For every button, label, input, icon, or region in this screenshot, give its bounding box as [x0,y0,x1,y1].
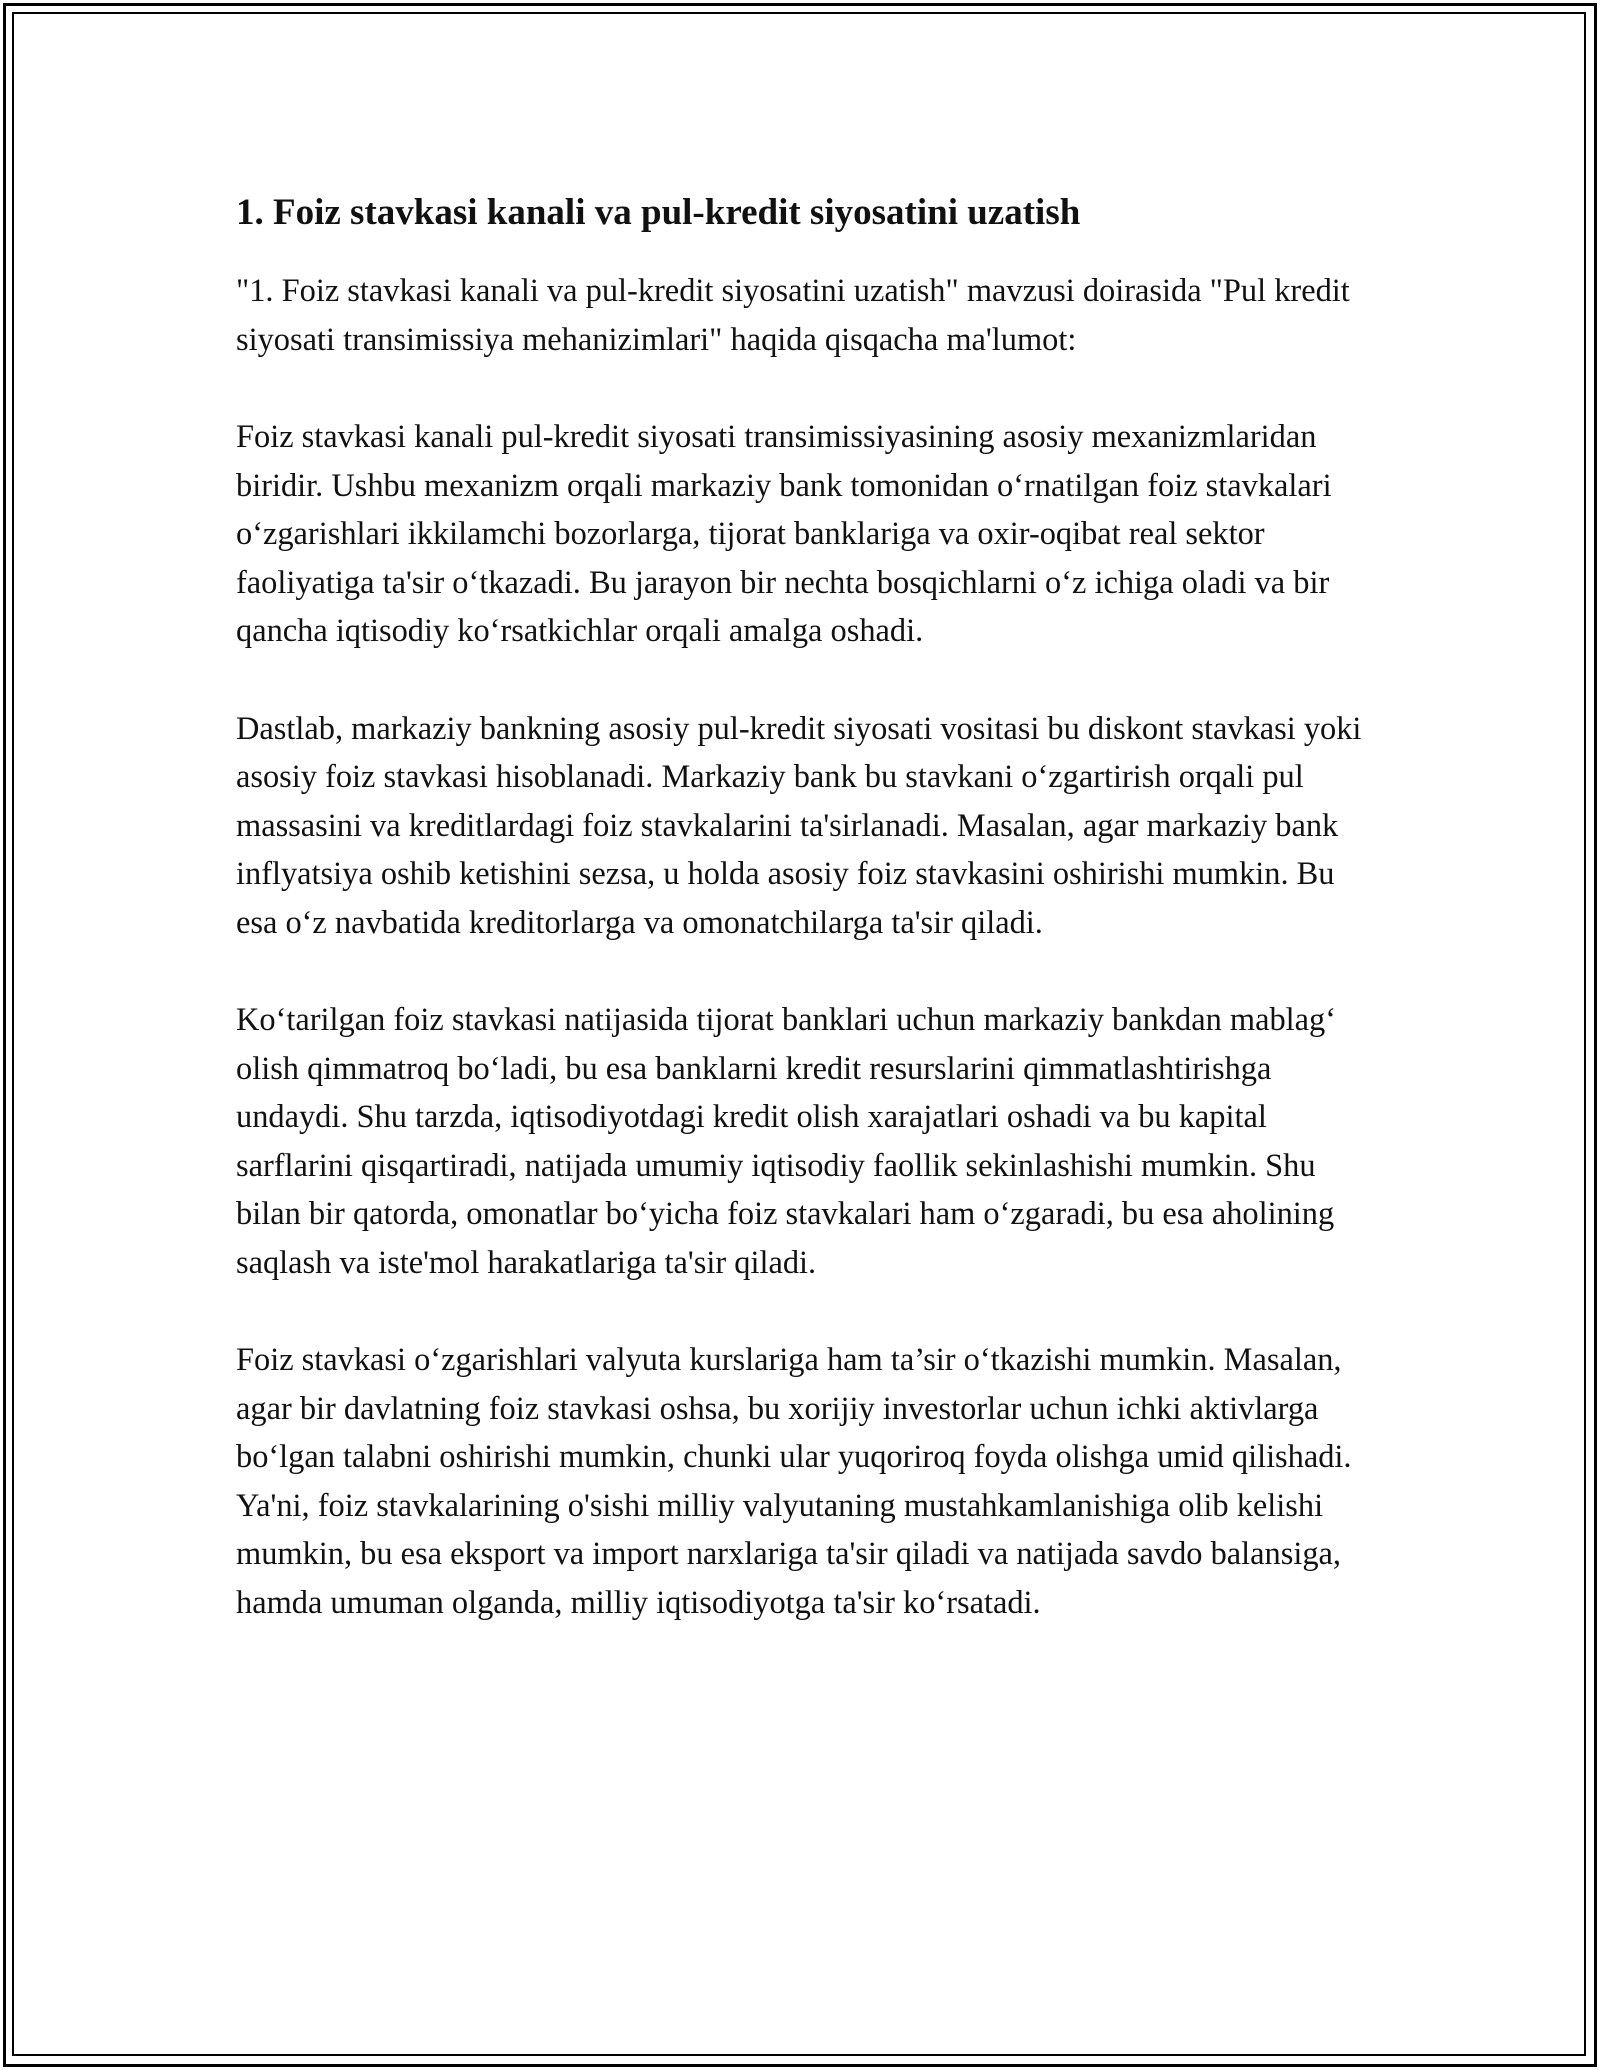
paragraph-exchange-rates: Foiz stavkasi o‘zgarishlari valyuta kurslariga ham ta’sir o‘tkazishi mumkin. Masalan, agar bir davlatning foiz stavkasi oshsa, bu xorijiy investorlar uchun ichki aktivlarga bo‘lgan talabni oshirishi mumkin, chunki ular yuqoriroq foyda olishga umid qilishadi. Ya'ni, foiz stavkalarining o'sishi milliy valyutaning mustahkamlanishiga olib kelishi mumkin, bu esa eksport va import narxlariga ta'sir qiladi va natijada savdo balansiga, hamda umuman olganda, milliy iqtisodiyotga ta'sir ko‘rsatadi. [236,1342,1352,1621]
paragraph-intro: "1. Foiz stavkasi kanali va pul-kredit siyosatini uzatish" mavzusi doirasida "Pul kredit siyosati transimissiya mehanizimlari" haqida qisqacha ma'lumot: [236,273,1350,358]
paragraph-central-bank-rate: Dastlab, markaziy bankning asosiy pul-kredit siyosati vositasi bu diskont stavkasi yoki asosiy foiz stavkasi hisoblanadi. Markaziy bank bu stavkani o‘zgartirish orqali pul massasini va kreditlardagi foiz stavkalarini ta'sirlanadi. Masalan, agar markaziy bank inflyatsiya oshib ketishini sezsa, u holda asosiy foiz stavkasini oshirishi mumkin. Bu esa o‘z navbatida kreditorlarga va omonatchilarga ta'sir qiladi. [236,710,1362,941]
document-title: 1. Foiz stavkasi kanali va pul-kredit siyosatini uzatish [236,192,1081,233]
paragraph-interest-rate-channel: Foiz stavkasi kanali pul-kredit siyosati transimissiyasining asosiy mexanizmlaridan biridir. Ushbu mexanizm orqali markaziy bank tomonidan o‘rnatilgan foiz stavkalari o‘zgarishlari ikkilamchi bozorlarga, tijorat banklariga va oxir-oqibat real sektor faoliyatiga ta'sir o‘tkazadi. Bu jarayon bir nechta bosqichlarni o‘z ichiga oladi va bir qancha iqtisodiy ko‘rsatkichlar orqali amalga oshadi. [236,419,1332,649]
document-body [236,186,1366,1676]
paragraph-commercial-banks: Ko‘tarilgan foiz stavkasi natijasida tijorat banklari uchun markaziy bankdan mablag‘ olish qimmatroq bo‘ladi, bu esa banklarni kredit resurslarini qimmatlashtirishga undaydi. Shu tarzda, iqtisodiyotdagi kredit olish xarajatlari oshadi va bu kapital sarflarini qisqartiradi, natijada umumiy iqtisodiy faollik sekinlashishi mumkin. Shu bilan bir qatorda, omonatlar bo‘yicha foiz stavkalari ham o‘zgaradi, bu esa aholining saqlash va iste'mol harakatlariga ta'sir qiladi. [236,1002,1337,1281]
